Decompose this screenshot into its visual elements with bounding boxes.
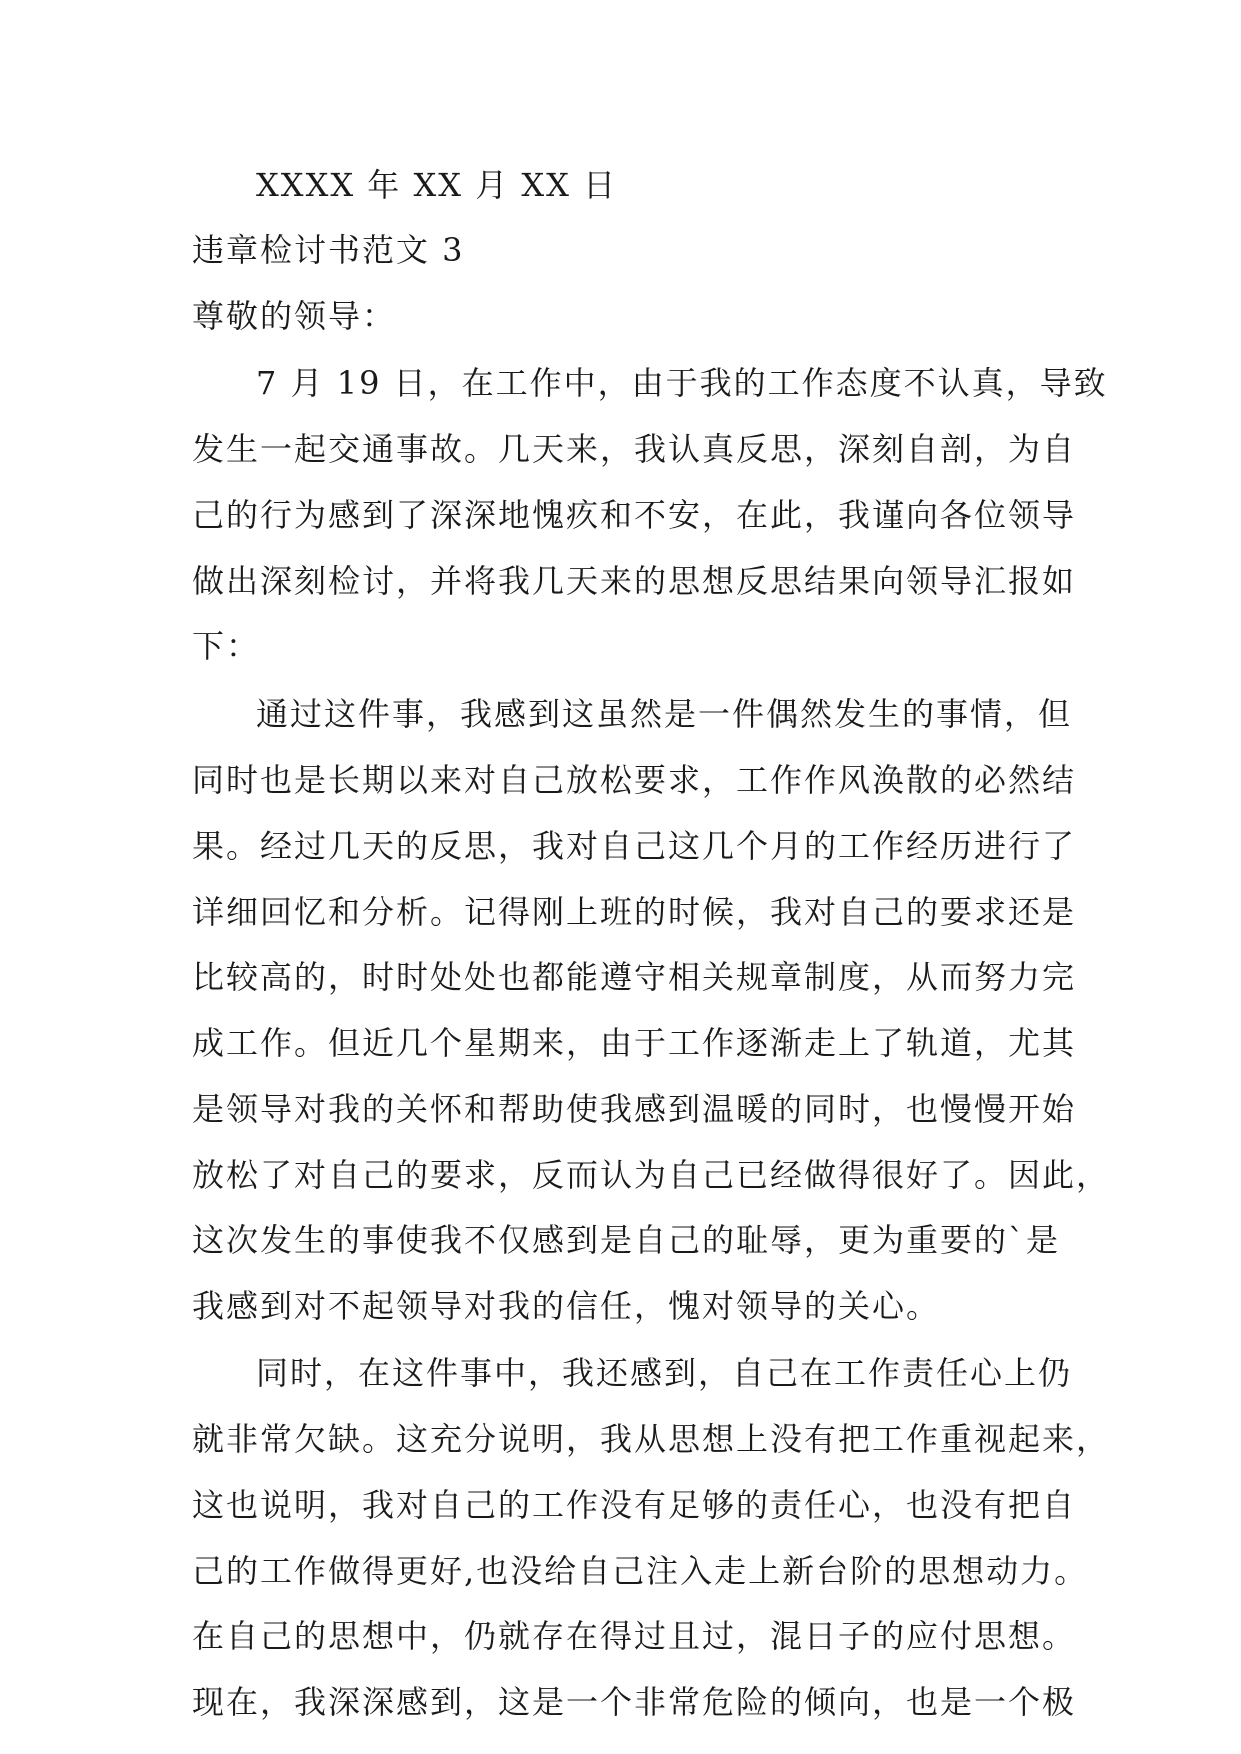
paragraph-line: 我感到对不起领导对我的信任，愧对领导的关心。 xyxy=(192,1287,941,1325)
paragraph-line: 成工作。但近几个星期来，由于工作逐渐走上了轨道，尤其 xyxy=(192,1024,1077,1062)
paragraph-line: 现在，我深深感到，这是一个非常危险的倾向，也是一个极 xyxy=(192,1683,1077,1721)
paragraph-line: 详细回忆和分析。记得刚上班的时候，我对自己的要求还是 xyxy=(192,893,1077,931)
document-title: 违章检讨书范文 3 xyxy=(192,231,465,269)
paragraph-line: 己的行为感到了深深地愧疚和不安，在此，我谨向各位领导 xyxy=(192,496,1077,534)
paragraph-line: 下： xyxy=(192,627,261,665)
paragraph-line: 就非常欠缺。这充分说明，我从思想上没有把工作重视起来， xyxy=(192,1420,1111,1458)
paragraph-line: 同时，在这件事中，我还感到，自己在工作责任心上仍 xyxy=(256,1354,1073,1392)
paragraph-line: 发生一起交通事故。几天来，我认真反思，深刻自剖，为自 xyxy=(192,430,1077,468)
salutation: 尊敬的领导： xyxy=(192,297,397,335)
date-line: XXXX 年 XX 月 XX 日 xyxy=(256,166,618,204)
paragraph-line: 同时也是长期以来对自己放松要求，工作作风涣散的必然结 xyxy=(192,761,1077,799)
paragraph-line: 7 月 19 日，在工作中，由于我的工作态度不认真，导致 xyxy=(256,364,1108,402)
paragraph-line: 通过这件事，我感到这虽然是一件偶然发生的事情，但 xyxy=(256,695,1073,733)
paragraph-line: 在自己的思想中，仍就存在得过且过，混日子的应付思想。 xyxy=(192,1617,1077,1655)
paragraph-line: 这次发生的事使我不仅感到是自己的耻辱，更为重要的`是 xyxy=(192,1221,1061,1259)
paragraph-line: 这也说明，我对自己的工作没有足够的责任心，也没有把自 xyxy=(192,1486,1077,1524)
paragraph-line: 做出深刻检讨，并将我几天来的思想反思结果向领导汇报如 xyxy=(192,562,1077,600)
paragraph-line: 是领导对我的关怀和帮助使我感到温暖的同时，也慢慢开始 xyxy=(192,1090,1077,1128)
paragraph-line: 己的工作做得更好,也没给自己注入走上新台阶的思想动力。 xyxy=(192,1552,1089,1590)
paragraph-line: 比较高的，时时处处也都能遵守相关规章制度，从而努力完 xyxy=(192,958,1077,996)
paragraph-line: 放松了对自己的要求，反而认为自己已经做得很好了。因此， xyxy=(192,1156,1111,1194)
paragraph-line: 果。经过几天的反思，我对自己这几个月的工作经历进行了 xyxy=(192,827,1077,865)
